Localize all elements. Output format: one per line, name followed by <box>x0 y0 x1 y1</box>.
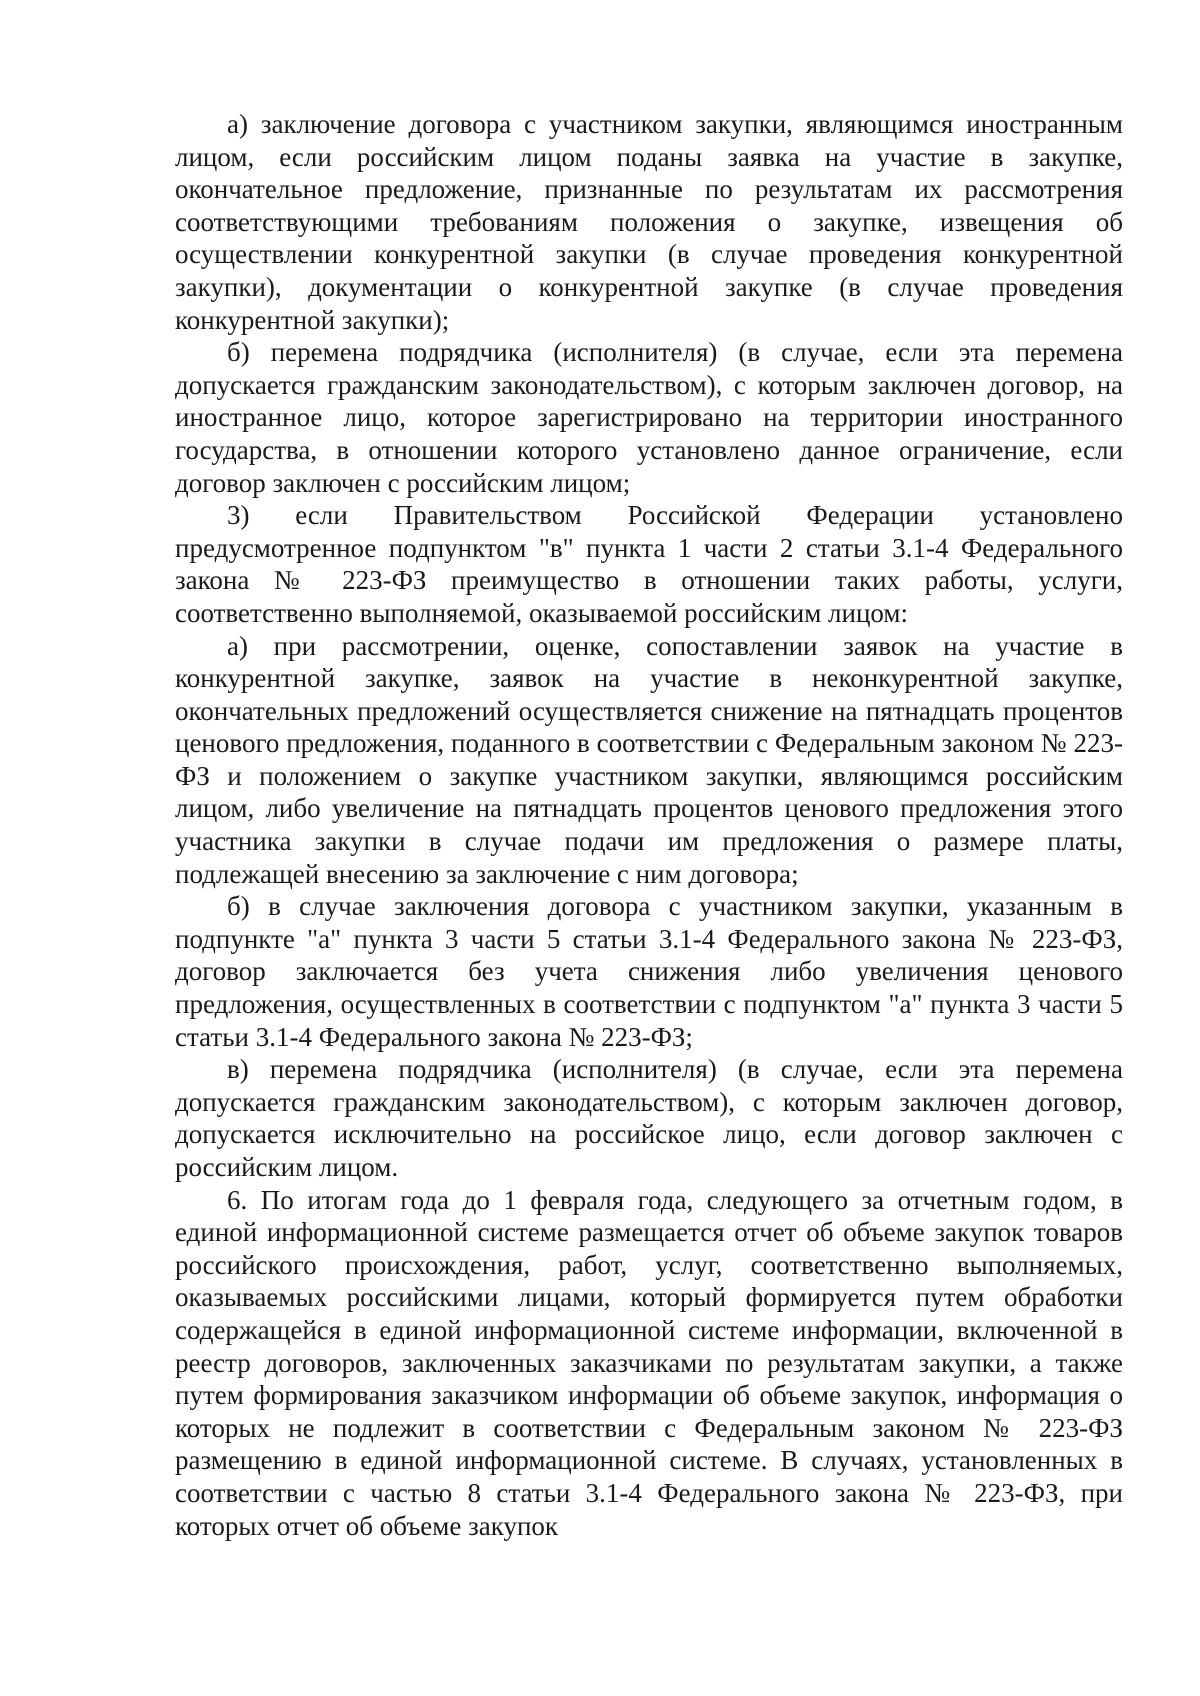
paragraph-6-annual-report: 6. По итогам года до 1 февраля года, следующего за отчетным годом, в единой информационной системе размещается отчет об объеме закупок товаров российского происхождения, работ, услуг, соответственно выполняемых, оказываемых российскими лицами, который формируется путем обработки содержащейся в единой информационной системе информации, включенной в реестр договоров, заключенных заказчиками по результатам закупки, а также путем формирования заказчиком информации об объеме закупок, информация о которых не подлежит в соответствии с Федеральным законом № 223-ФЗ размещению в единой информационной системе. В случаях, установленных в соответствии с частью 8 статьи 3.1-4 Федерального закона № 223-ФЗ, при которых отчет об объеме закупок <box>175 1184 1123 1541</box>
paragraph-2a-foreign-contract: а) заключение договора с участником закупки, являющимся иностранным лицом, если российским лицом поданы заявка на участие в закупке, окончательное предложение, признанные по результатам их рассмотрения соответствующими требованиям положения о закупке, извещения об осуществлении конкурентной закупки (в случае проведения конкурентной закупки), документации о конкурентной закупке (в случае проведения конкурентной закупки); <box>175 109 1123 335</box>
paragraph-3c-contractor-change: в) перемена подрядчика (исполнителя) (в случае, если эта перемена допускается гражданским законодательством), с которым заключен договор, допускается исключительно на российское лицо, если договор заключен с российским лицом. <box>175 1054 1123 1182</box>
paragraph-2b-contractor-change: б) перемена подрядчика (исполнителя) (в случае, если эта перемена допускается гражданским законодательством), с которым заключен договор, на иностранное лицо, которое зарегистрировано на территории иностранного государства, в отношении которого установлено данное ограничение, если договор заключен с российским лицом; <box>175 337 1123 498</box>
paragraph-3a-price-reduction: а) при рассмотрении, оценке, сопоставлении заявок на участие в конкурентной закупке, заявок на участие в неконкурентной закупке, окончательных предложений осуществляется снижение на пятнадцать процентов ценового предложения, поданного в соответствии с Федеральным законом № 223-ФЗ и положением о закупке участником закупки, являющимся российским лицом, либо увеличение на пятнадцать процентов ценового предложения этого участника закупки в случае подачи им предложения о размере платы, подлежащей внесению за заключение с ним договора; <box>175 630 1123 889</box>
paragraph-3-advantage: 3) если Правительством Российской Федерации установлено предусмотренное подпунктом "в" пункта 1 части 2 статьи 3.1-4 Федерального закона № 223-ФЗ преимущество в отношении таких работы, услуги, соответственно выполняемой, оказываемой российским лицом: <box>175 500 1123 628</box>
paragraph-3b-contract-conclusion: б) в случае заключения договора с участником закупки, указанным в подпункте "а" пункта 3 части 5 статьи 3.1-4 Федерального закона № 223-ФЗ, договор заключается без учета снижения либо увеличения ценового предложения, осуществленных в соответствии с подпунктом "а" пункта 3 части 5 статьи 3.1-4 Федерального закона № 223-ФЗ; <box>175 891 1123 1052</box>
document-page <box>175 108 1123 1542</box>
